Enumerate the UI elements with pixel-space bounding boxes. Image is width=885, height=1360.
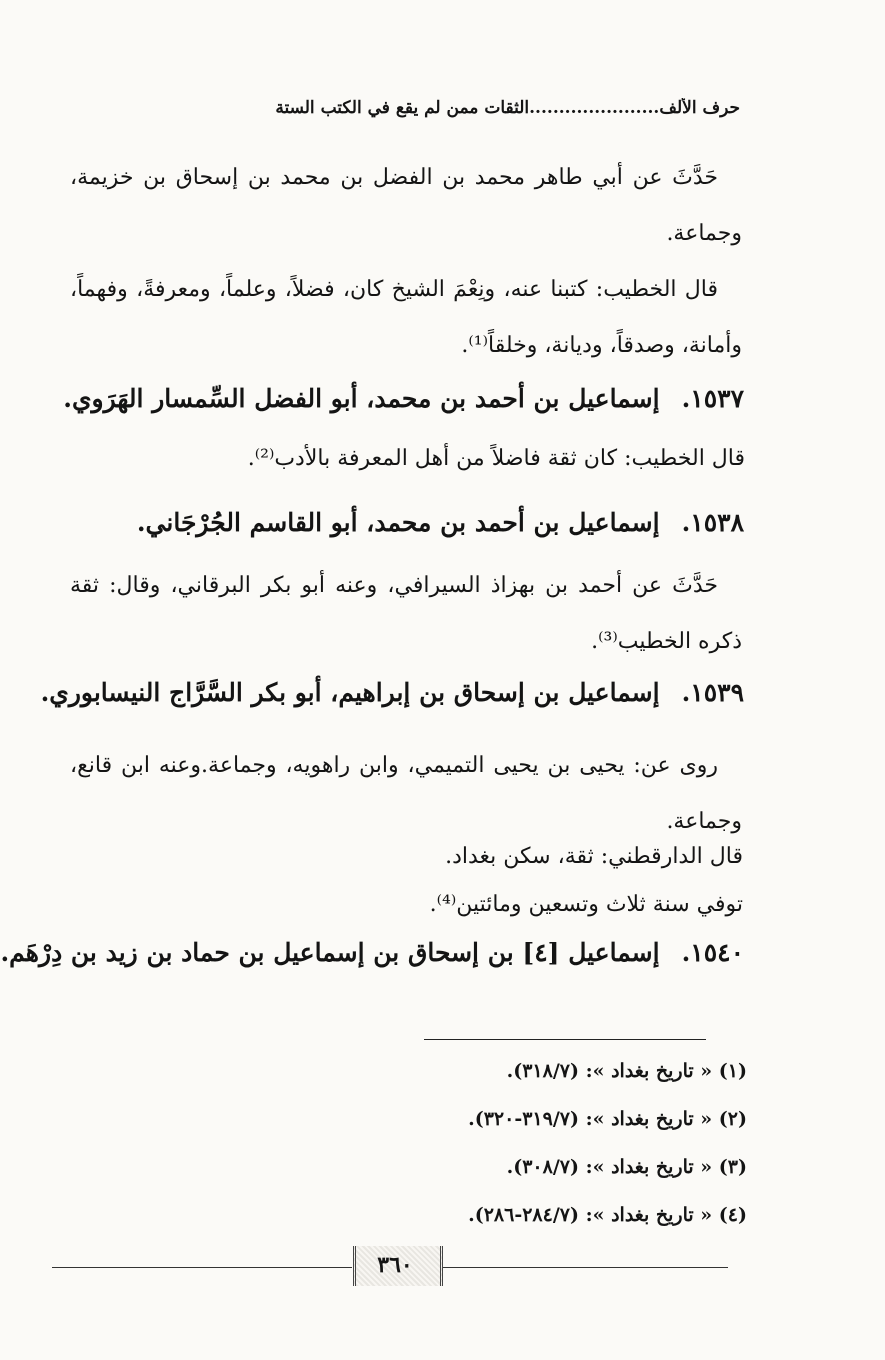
paragraph-5 xyxy=(70,738,742,850)
entry-number: ١٥٣٨. xyxy=(681,508,744,537)
entry-number: ١٥٤٠. xyxy=(681,938,744,967)
entry-1538 xyxy=(60,508,744,537)
footnote-separator xyxy=(424,1039,706,1040)
running-header xyxy=(88,98,740,118)
entry-name: إسماعيل بن إسحاق بن إبراهيم، أبو بكر السَّرَّاج النيسابوري. xyxy=(40,678,660,707)
footer-rule-right xyxy=(438,1267,728,1268)
header-section: حرف الألف xyxy=(659,98,740,118)
footnote-4: (٤) « تاريخ بغداد »: (٢٨٤/٧-٢٨٦). xyxy=(468,1204,747,1226)
paragraph-4-text: حَدَّثَ عن أحمد بن بهزاذ السيرافي، وعنه أبو بكر البرقاني، وقال: ثقة ذكره الخطيب⁽³⁾. xyxy=(70,573,742,654)
paragraph-5-text: روى عن: يحيى بن يحيى التميمي، وابن راهويه، وجماعة.وعنه ابن قانع، وجماعة. xyxy=(70,753,742,834)
entry-number: ١٥٣٧. xyxy=(681,384,744,413)
entry-1539 xyxy=(40,678,744,707)
entry-name: إسماعيل بن أحمد بن محمد، أبو القاسم الجُرْجَاني. xyxy=(136,508,660,537)
header-book-title: الثقات ممن لم يقع في الكتب الستة xyxy=(275,98,530,118)
header-dots: ...................... xyxy=(529,98,660,118)
paragraph-1 xyxy=(70,150,742,262)
entry-name: إسماعيل [٤] بن إسحاق بن إسماعيل بن حماد بن زيد بن دِرْهَم. xyxy=(0,938,660,967)
paragraph-2 xyxy=(70,262,742,374)
paragraph-1-text: حَدَّثَ عن أبي طاهر محمد بن الفضل بن محمد بن إسحاق بن خزيمة، وجماعة. xyxy=(70,165,742,246)
entry-1537 xyxy=(60,384,744,413)
footer-rule-left xyxy=(52,1267,352,1268)
entry-1540 xyxy=(0,938,744,967)
footnote-3: (٣) « تاريخ بغداد »: (٣٠٨/٧). xyxy=(506,1156,747,1178)
footnote-1: (١) « تاريخ بغداد »: (٣١٨/٧). xyxy=(506,1060,747,1082)
entry-name: إسماعيل بن أحمد بن محمد، أبو الفضل السِّمسار الهَرَوي. xyxy=(63,384,660,413)
entry-number: ١٥٣٩. xyxy=(681,678,744,707)
page-number: ٣٦٠ xyxy=(377,1252,413,1278)
paragraph-7: توفي سنة ثلاث وتسعين ومائتين⁽⁴⁾. xyxy=(429,892,743,917)
paragraph-4 xyxy=(70,558,742,670)
paragraph-3: قال الخطيب: كان ثقة فاضلاً من أهل المعرفة بالأدب⁽²⁾. xyxy=(247,446,745,471)
footnote-2: (٢) « تاريخ بغداد »: (٣١٩/٧-٣٢٠). xyxy=(468,1108,747,1130)
paragraph-2-text: قال الخطيب: كتبنا عنه، ونِعْمَ الشيخ كان، فضلاً، وعلماً، ومعرفةً، وفهماً، وأمانة، وصدقاً، وديانة، وخلقاً⁽¹⁾. xyxy=(70,277,742,358)
paragraph-6: قال الدارقطني: ثقة، سكن بغداد. xyxy=(445,844,743,869)
